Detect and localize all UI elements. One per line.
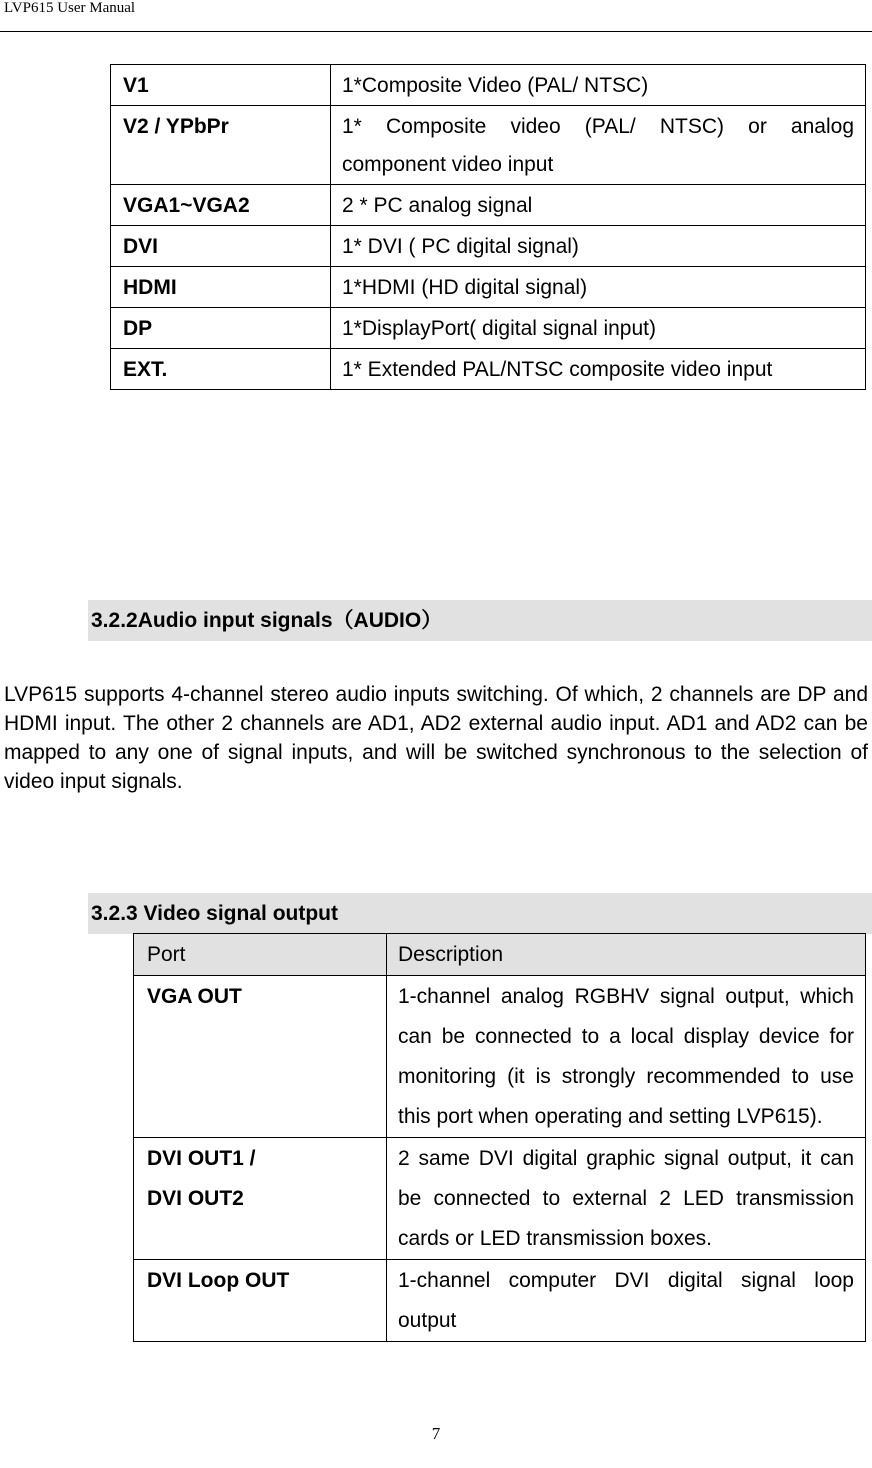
port-cell	[134, 976, 387, 1138]
table-row	[111, 308, 866, 349]
port-cell: DP	[111, 308, 331, 349]
video-output-section-title: 3.2.3 Video signal output	[88, 893, 872, 934]
port-name: DVI OUT1 /	[147, 1147, 256, 1170]
header-divider	[0, 31, 872, 32]
description-cell: 1*HDMI (HD digital signal)	[331, 267, 866, 308]
table-row	[111, 185, 866, 226]
table-header-row	[134, 934, 866, 976]
description-cell: 1* Composite video (PAL/ NTSC) or analog component video input	[331, 106, 866, 185]
page-number: 7	[431, 1424, 441, 1443]
column-header-description: Description	[387, 934, 866, 976]
port-cell: DVI	[111, 226, 331, 267]
page-header-title: LVP615 User Manual	[4, 0, 136, 16]
table-row	[111, 226, 866, 267]
port-cell: VGA1~VGA2	[111, 185, 331, 226]
description-cell: 2 same DVI digital graphic signal output, it can be connected to external 2 LED transmission cards or LED transmission boxes.	[387, 1138, 866, 1260]
port-cell: V1	[111, 65, 331, 106]
port-cell	[134, 1260, 387, 1342]
table-row	[111, 106, 866, 185]
port-cell	[134, 1138, 387, 1260]
table-row	[134, 1260, 866, 1342]
port-cell: EXT.	[111, 349, 331, 390]
table-row	[111, 349, 866, 390]
port-name: DVI OUT2	[147, 1187, 244, 1210]
description-cell: 2 * PC analog signal	[331, 185, 866, 226]
description-cell: 1*DisplayPort( digital signal input)	[331, 308, 866, 349]
description-cell: 1* DVI ( PC digital signal)	[331, 226, 866, 267]
description-cell: 1-channel analog RGBHV signal output, which can be connected to a local display device for monitoring (it is strongly recommended to use this port when operating and setting LVP615).	[387, 976, 866, 1138]
audio-section-title: 3.2.2Audio input signals（AUDIO）	[88, 600, 872, 641]
table-row	[111, 267, 866, 308]
port-name: VGA OUT	[147, 985, 242, 1008]
description-cell: 1-channel computer DVI digital signal loop output	[387, 1260, 866, 1342]
audio-description-paragraph: LVP615 supports 4-channel stereo audio inputs switching. Of which, 2 channels are DP and HDMI input. The other 2 channels are AD1, AD2 external audio input. AD1 and AD2 can be mapped to any one of signal inputs, and will be switched synchronous to the selection of video input signals.	[4, 683, 868, 793]
table-row	[111, 65, 866, 106]
video-output-table	[133, 933, 866, 1342]
column-header-port: Port	[134, 934, 387, 976]
port-name: DVI Loop OUT	[147, 1269, 290, 1292]
port-cell: HDMI	[111, 267, 331, 308]
description-cell: 1* Extended PAL/NTSC composite video input	[331, 349, 866, 390]
description-cell: 1*Composite Video (PAL/ NTSC)	[331, 65, 866, 106]
table-row	[134, 1138, 866, 1260]
video-input-table	[110, 64, 866, 390]
table-row	[134, 976, 866, 1138]
port-cell: V2 / YPbPr	[111, 106, 331, 185]
